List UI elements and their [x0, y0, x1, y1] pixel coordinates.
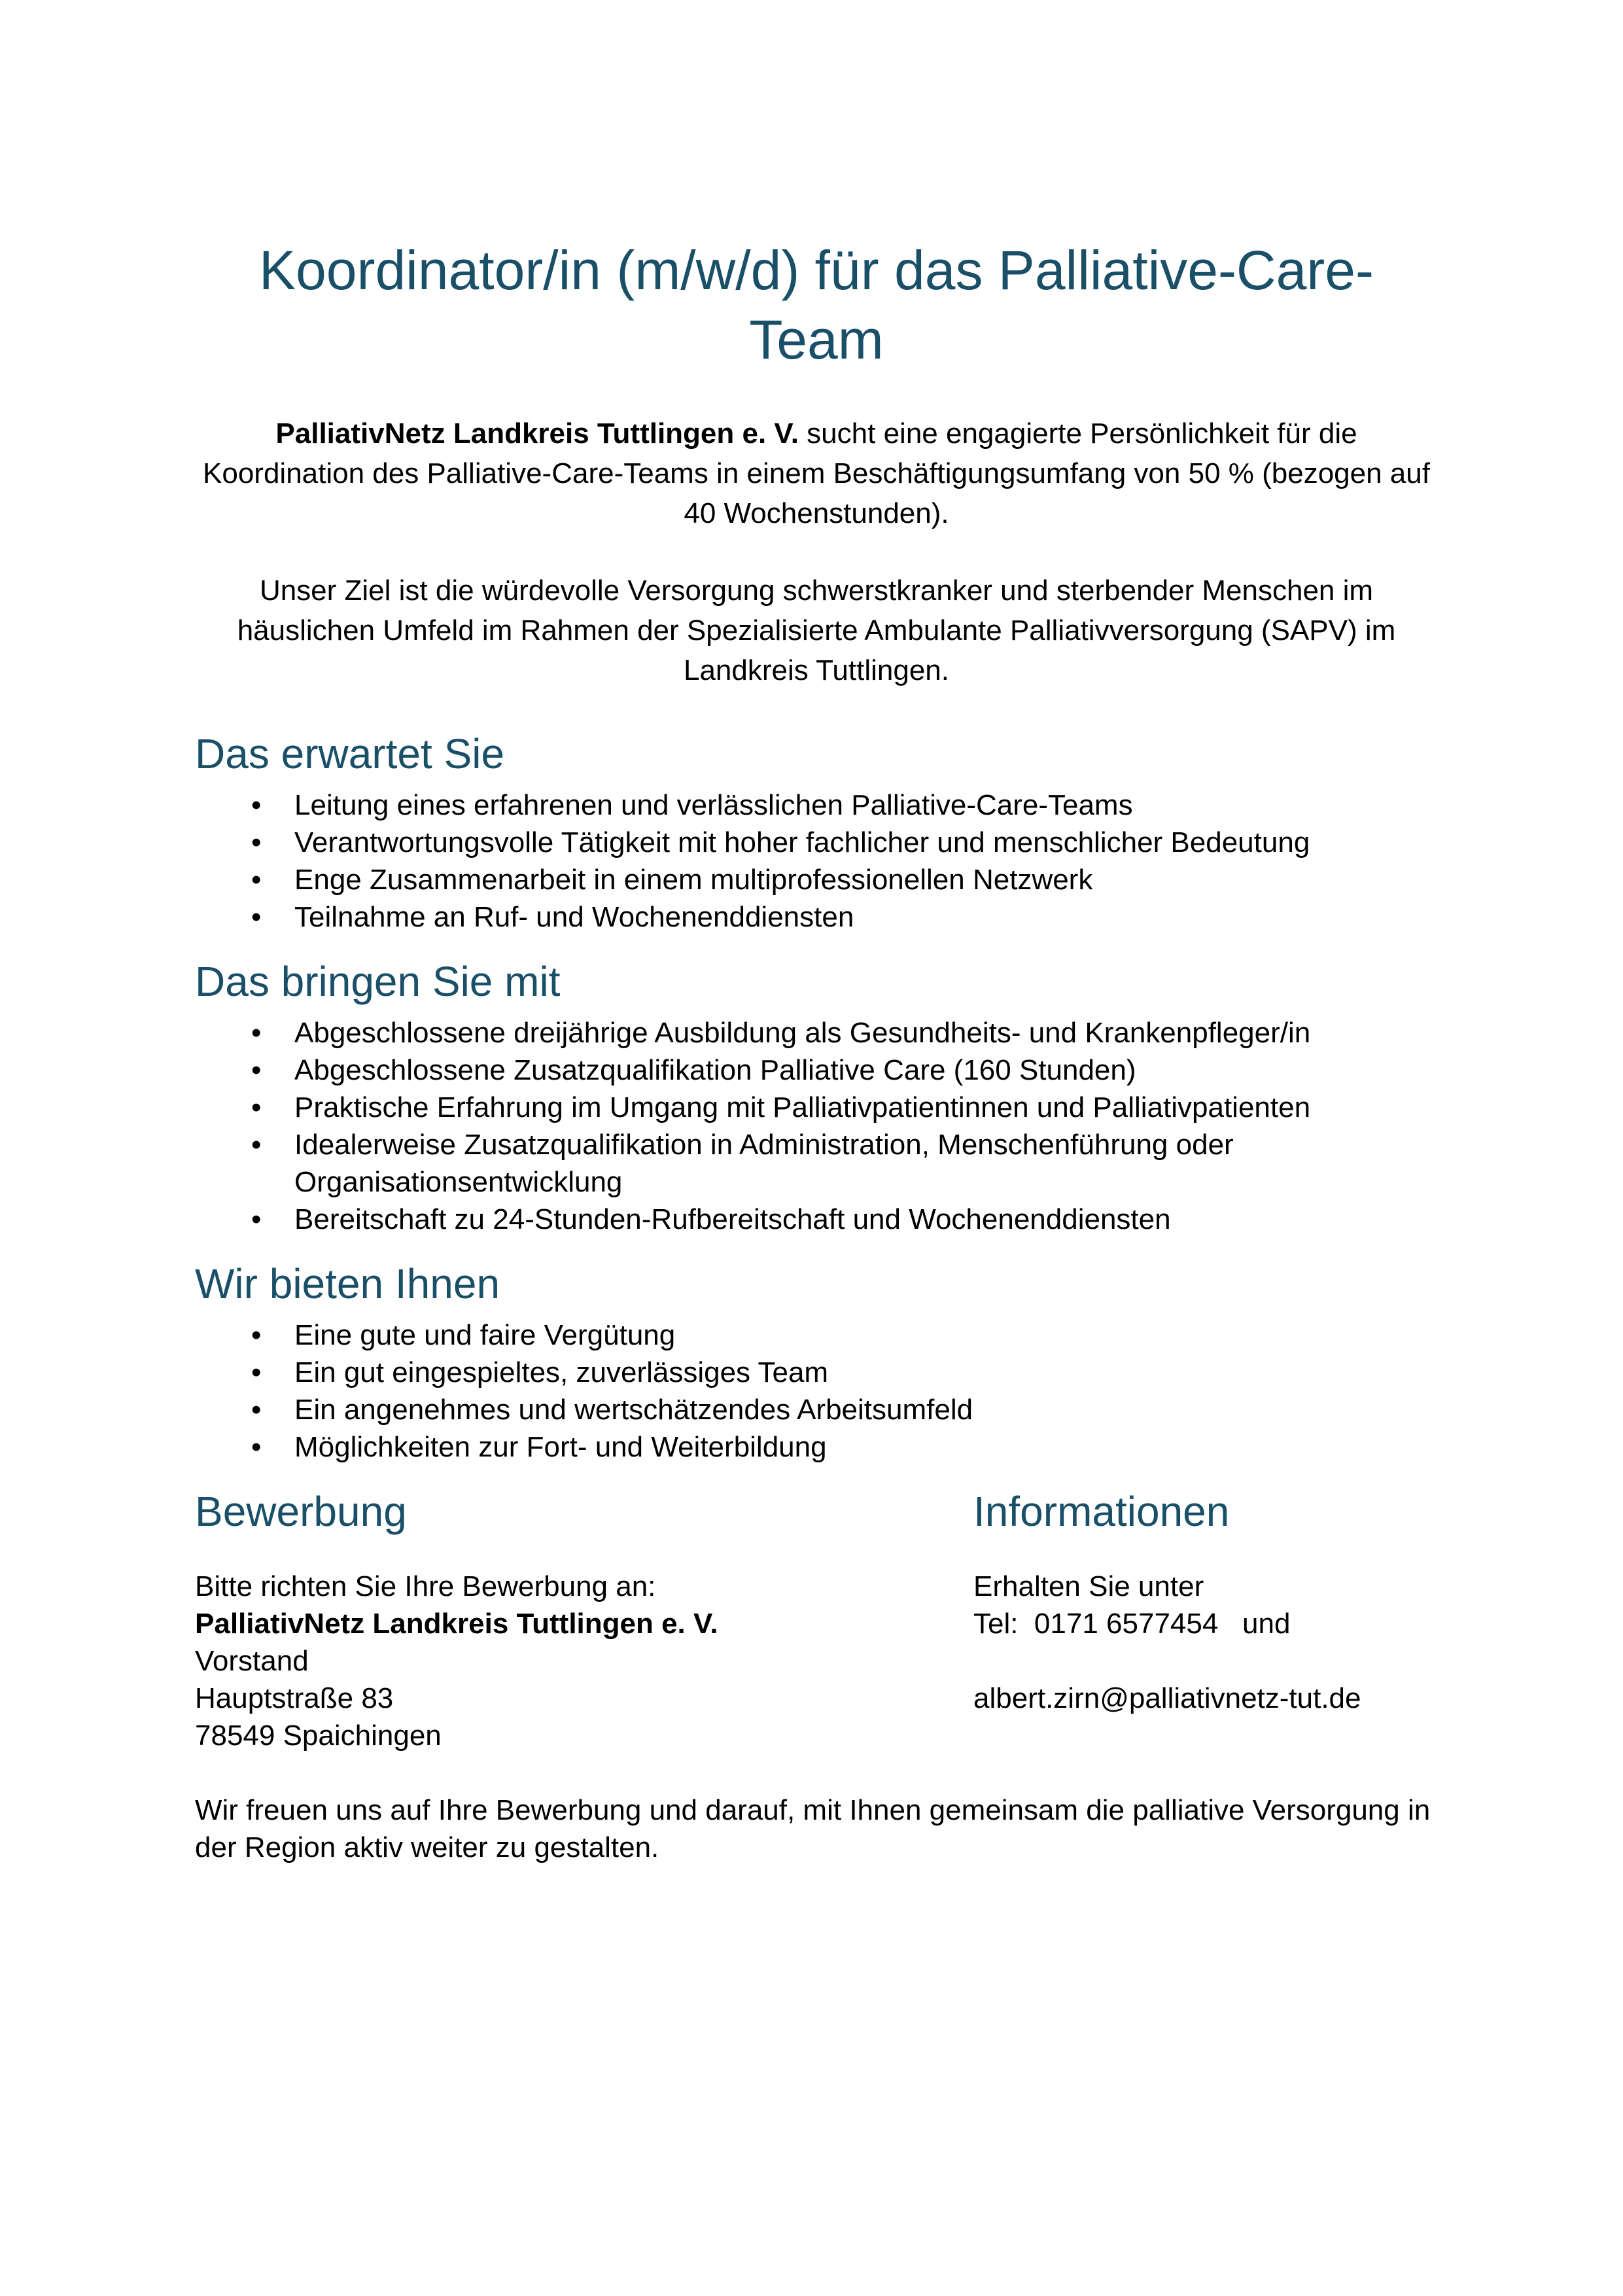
list-item: [195, 1089, 1438, 1126]
list-item: [195, 1201, 1438, 1238]
list-item-text: Ein angenehmes und wertschätzendes Arbeitsumfeld: [294, 1394, 973, 1426]
list-item-text: Abgeschlossene dreijährige Ausbildung als Gesundheits- und Krankenpfleger/in: [294, 1017, 1311, 1049]
page-title: Koordinator/in (m/w/d) für das Palliative-Care-Team: [259, 239, 1374, 370]
list-item-text: Ein gut eingespieltes, zuverlässiges Team: [294, 1356, 829, 1388]
list-benefits: [195, 1316, 1438, 1466]
intro-text: sucht eine engagierte Persönlichkeit für die Koordination des Palliative-Care-Teams in einem Beschäftigungsumfang von 50 % (bezogen auf 40 Wochenstunden).: [203, 417, 1430, 529]
list-item: [195, 786, 1438, 824]
bullet-icon: •: [251, 1319, 262, 1351]
bullet-icon: •: [251, 901, 262, 933]
information-email[interactable]: albert.zirn@palliativnetz-tut.de: [973, 1682, 1361, 1714]
bullet-icon: •: [251, 1394, 262, 1426]
application-heading: Bewerbung: [195, 1488, 407, 1535]
list-requirements: [195, 1014, 1438, 1238]
application-intro: Bitte richten Sie Ihre Bewerbung an:: [195, 1570, 656, 1602]
bullet-icon: •: [251, 1017, 262, 1049]
application-street: Hauptstraße 83: [195, 1682, 394, 1714]
list-item-text: Eine gute und faire Vergütung: [294, 1319, 676, 1351]
bullet-icon: •: [251, 789, 262, 821]
list-item-text: Abgeschlossene Zusatzqualifikation Palliative Care (160 Stunden): [294, 1054, 1136, 1086]
list-item: [195, 898, 1438, 936]
information-column: [973, 1485, 1438, 1754]
information-heading: Informationen: [973, 1488, 1230, 1535]
bullet-icon: •: [251, 864, 262, 896]
list-item: [195, 1391, 1438, 1428]
intro-paragraph: [195, 414, 1438, 533]
list-item-text: Leitung eines erfahrenen und verlässlichen Palliative-Care-Teams: [294, 789, 1133, 821]
list-item-text: Enge Zusammenarbeit in einem multiprofessionellen Netzwerk: [294, 864, 1093, 896]
list-item-text: Bereitschaft zu 24-Stunden-Rufbereitschaft und Wochenenddiensten: [294, 1203, 1171, 1235]
bullet-icon: •: [251, 1356, 262, 1388]
list-item: [195, 1014, 1438, 1051]
contact-columns: [195, 1485, 1438, 1754]
goal-paragraph: Unser Ziel ist die würdevolle Versorgung schwerstkranker und sterbender Menschen im häuslichen Umfeld im Rahmen der Spezialisierte Ambulante Palliativversorgung (SAPV) im Landkreis Tuttlingen.: [237, 574, 1396, 686]
application-recipient: Vorstand: [195, 1645, 309, 1677]
list-item-text: Idealerweise Zusatzqualifikation in Administration, Menschenführung oder Organisationsentwicklung: [294, 1129, 1234, 1198]
closing-paragraph: Wir freuen uns auf Ihre Bewerbung und darauf, mit Ihnen gemeinsam die palliative Versorgung in der Region aktiv weiter zu gestalten.: [195, 1794, 1431, 1863]
job-posting: [195, 236, 1438, 1895]
list-item: [195, 1126, 1438, 1201]
application-org-name: PalliativNetz Landkreis Tuttlingen e. V.: [195, 1608, 718, 1640]
list-item: [195, 824, 1438, 861]
list-expectations: [195, 786, 1438, 936]
intro-org-name: PalliativNetz Landkreis Tuttlingen e. V.: [275, 417, 799, 450]
information-phone: Tel: 0171 6577454 und: [973, 1608, 1291, 1640]
application-city: 78549 Spaichingen: [195, 1720, 442, 1752]
bullet-icon: •: [251, 1091, 262, 1123]
bullet-icon: •: [251, 826, 262, 858]
application-column: [195, 1485, 973, 1754]
bullet-icon: •: [251, 1129, 262, 1161]
bullet-icon: •: [251, 1054, 262, 1086]
list-item: [195, 1051, 1438, 1089]
spacer: [973, 1642, 1438, 1680]
section-heading-expectations: Das erwartet Sie: [195, 730, 505, 777]
list-item-text: Teilnahme an Ruf- und Wochenenddiensten: [294, 901, 854, 933]
information-intro: Erhalten Sie unter: [973, 1570, 1204, 1602]
bullet-icon: •: [251, 1203, 262, 1235]
list-item: [195, 1316, 1438, 1354]
section-heading-benefits: Wir bieten Ihnen: [195, 1260, 500, 1307]
list-item: [195, 861, 1438, 898]
list-item-text: Praktische Erfahrung im Umgang mit Palliativpatientinnen und Palliativpatienten: [294, 1091, 1311, 1123]
list-item: [195, 1354, 1438, 1391]
bullet-icon: •: [251, 1431, 262, 1463]
list-item-text: Verantwortungsvolle Tätigkeit mit hoher fachlicher und menschlicher Bedeutung: [294, 826, 1310, 858]
list-item-text: Möglichkeiten zur Fort- und Weiterbildung: [294, 1431, 827, 1463]
section-heading-requirements: Das bringen Sie mit: [195, 958, 561, 1005]
list-item: [195, 1428, 1438, 1466]
